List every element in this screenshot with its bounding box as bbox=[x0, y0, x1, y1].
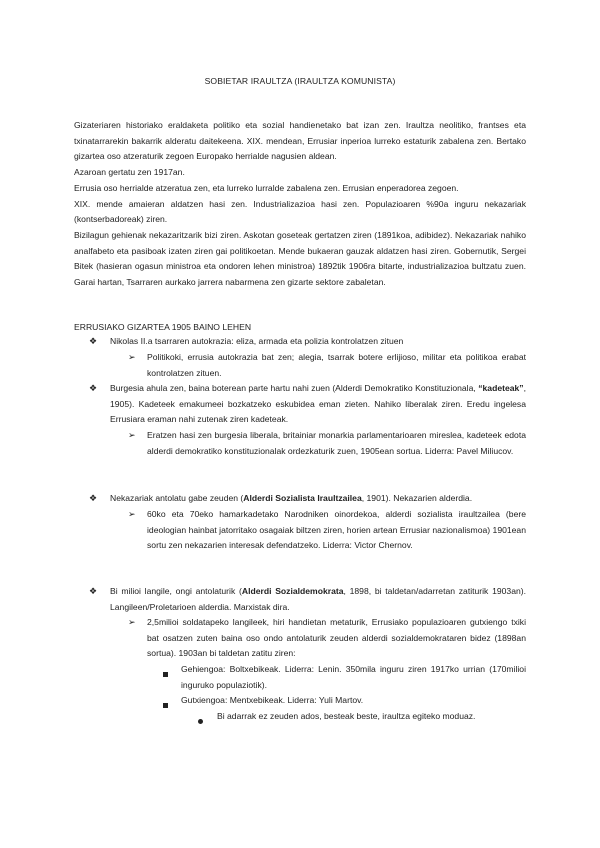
list-item-nekazariak: Nekazariak antolatu gabe zeuden (Alderdi Sozialista Iraultzailea, 1901). Nekazarien alderdia. bbox=[110, 493, 473, 503]
document-title: SOBIETAR IRAULTZA (IRAULTZA KOMUNISTA) bbox=[204, 76, 396, 86]
arrow-bullet-icon: ➢ bbox=[128, 618, 136, 628]
sub-sub-sub-item-adarrak: Bi adarrak ez zeuden ados, besteak beste, iraultza egiteko moduaz. bbox=[217, 711, 476, 721]
sub-item-nekazariak: 60ko eta 70eko hamarkadetako Narodniken oinordekoa, alderdi sozialista iraultzailea (bere ideologian hainbat jatorritako osagaiak biltzen ziren, horien artean Errusiar nazionalismoa) 1901ean sortu zen nekazarien interesak defendatzeko. Liderra: Victor Chernov. bbox=[147, 509, 526, 551]
list-item-nikolas: Nikolas II.a tsarraren autokrazia: eliza, armada eta polizia kontrolatzen zituen bbox=[110, 336, 404, 346]
square-bullet-icon bbox=[163, 667, 168, 683]
party-name-sr: Alderdi Sozialista Iraultzailea bbox=[243, 493, 362, 503]
kadeteak-term: “kadeteak” bbox=[478, 383, 524, 393]
arrow-bullet-icon: ➢ bbox=[128, 353, 136, 363]
diamond-bullet-icon: ❖ bbox=[89, 384, 98, 394]
diamond-bullet-icon: ❖ bbox=[89, 494, 98, 504]
intro-paragraph-1b: Azaroan gertatu zen 1917an. bbox=[74, 167, 185, 178]
sub-item-burgesia: Eratzen hasi zen burgesia liberala, britainiar monarkia parlamentarioaren mireslea, kadeteek edota alderdi demokratiko konstituzionalak ordezkaturik zuen, 1905ean sortua. Liderra: Pavel Miliucov. bbox=[147, 430, 526, 456]
intro-paragraph-1: Gizateriaren historiako eraldaketa politiko eta sozial handienetako bat izan zen. Iraultza neolitiko, frantses eta txinatarrarekin bakarrik alderatu daitekeena. XIX. mendean, Errusiar inperioa lurreko estaturik zabalena zen. Bertako gizartea oso atzeraturik zegoen Europako herrialde nagusien aldean. bbox=[74, 120, 526, 162]
section-heading: ERRUSIAKO GIZARTEA 1905 BAINO LEHEN bbox=[74, 322, 252, 332]
sub-item-nikolas: Politikoki, errusia autokrazia bat zen; alegia, tsarrak botere erlijioso, militar eta politikoa erabat kontrolatzen zituen. bbox=[147, 352, 526, 378]
diamond-bullet-icon: ❖ bbox=[89, 587, 98, 597]
intro-section bbox=[74, 118, 526, 291]
intro-paragraph-3: XIX. mende amaieran aldatzen hasi zen. Industrializazioa hasi zen. Populazioaren %90a inguru nekazariak (kontserbadoreak) ziren. bbox=[74, 198, 526, 225]
sub-item-langileak: 2,5milioi soldatapeko langileek, hiri handietan metaturik, Errusiako populazioaren gutxiengo txiki bat osatzen zuten baina oso ondo antolaturik zeuden alderdi sozialdemokrataren bidez (1898an sortua). 1903an bi taldetan zatitu ziren: bbox=[147, 617, 526, 659]
sub-sub-item-gehiengoa: Gehiengoa: Boltxebikeak. Liderra: Lenin. 350mila inguru ziren 1917ko urrian (170milioi inguruko populaziotik). bbox=[181, 664, 526, 690]
intro-paragraph-2: Errusia oso herrialde atzeratua zen, eta lurreko lurralde zabalena zen. Errusian enperadorea zegoen. bbox=[74, 182, 459, 193]
arrow-bullet-icon: ➢ bbox=[128, 431, 136, 441]
arrow-bullet-icon: ➢ bbox=[128, 510, 136, 520]
sub-sub-item-gutxiengoa: Gutxiengoa: Mentxebikeak. Liderra: Yuli Martov. bbox=[181, 695, 364, 705]
party-name-sd: Alderdi Sozialdemokrata bbox=[241, 586, 344, 596]
dot-bullet-icon bbox=[198, 714, 203, 730]
intro-paragraph-4: Bizilagun gehienak nekazaritzarik bizi ziren. Askotan goseteak gertatzen ziren (1891koa, adibidez). Nekazariak nahiko analfabeto eta pasiboak izaten ziren gai politikoetan. Mende bukaeran gauzak aldatzen hasi ziren. Gobernutik, Sergei Bitek (hasieran ogasun ministroa eta ondoren lehen ministroa) 1892tik 1906ra bitarte, industrializazioa bultzatu zuen. Garai hartan, Tsarraren aurkako jarrera nabarmena zen gizarte sektore zabaletan. bbox=[74, 229, 526, 288]
diamond-bullet-icon: ❖ bbox=[89, 337, 98, 347]
list-item-burgesia: Burgesia ahula zen, baina boterean parte hartu nahi zuen (Alderdi Demokratiko Konstituzionala, “kadeteak”, 1905). Kadeteek emakumeei bozkatzeko eskubidea eman zieten. Nahiko liberalak ziren. Eredu ingelesa Errusiara eraman nahi zutenak ziren kadeteak. bbox=[110, 383, 526, 425]
square-bullet-icon bbox=[163, 698, 168, 714]
list-item-langileak: Bi milioi langile, ongi antolaturik (Alderdi Sozialdemokrata, 1898, bi taldetan/adarretan zatiturik 1903an). Langileen/Proletarioen alderdia. Marxistak dira. bbox=[110, 586, 527, 612]
